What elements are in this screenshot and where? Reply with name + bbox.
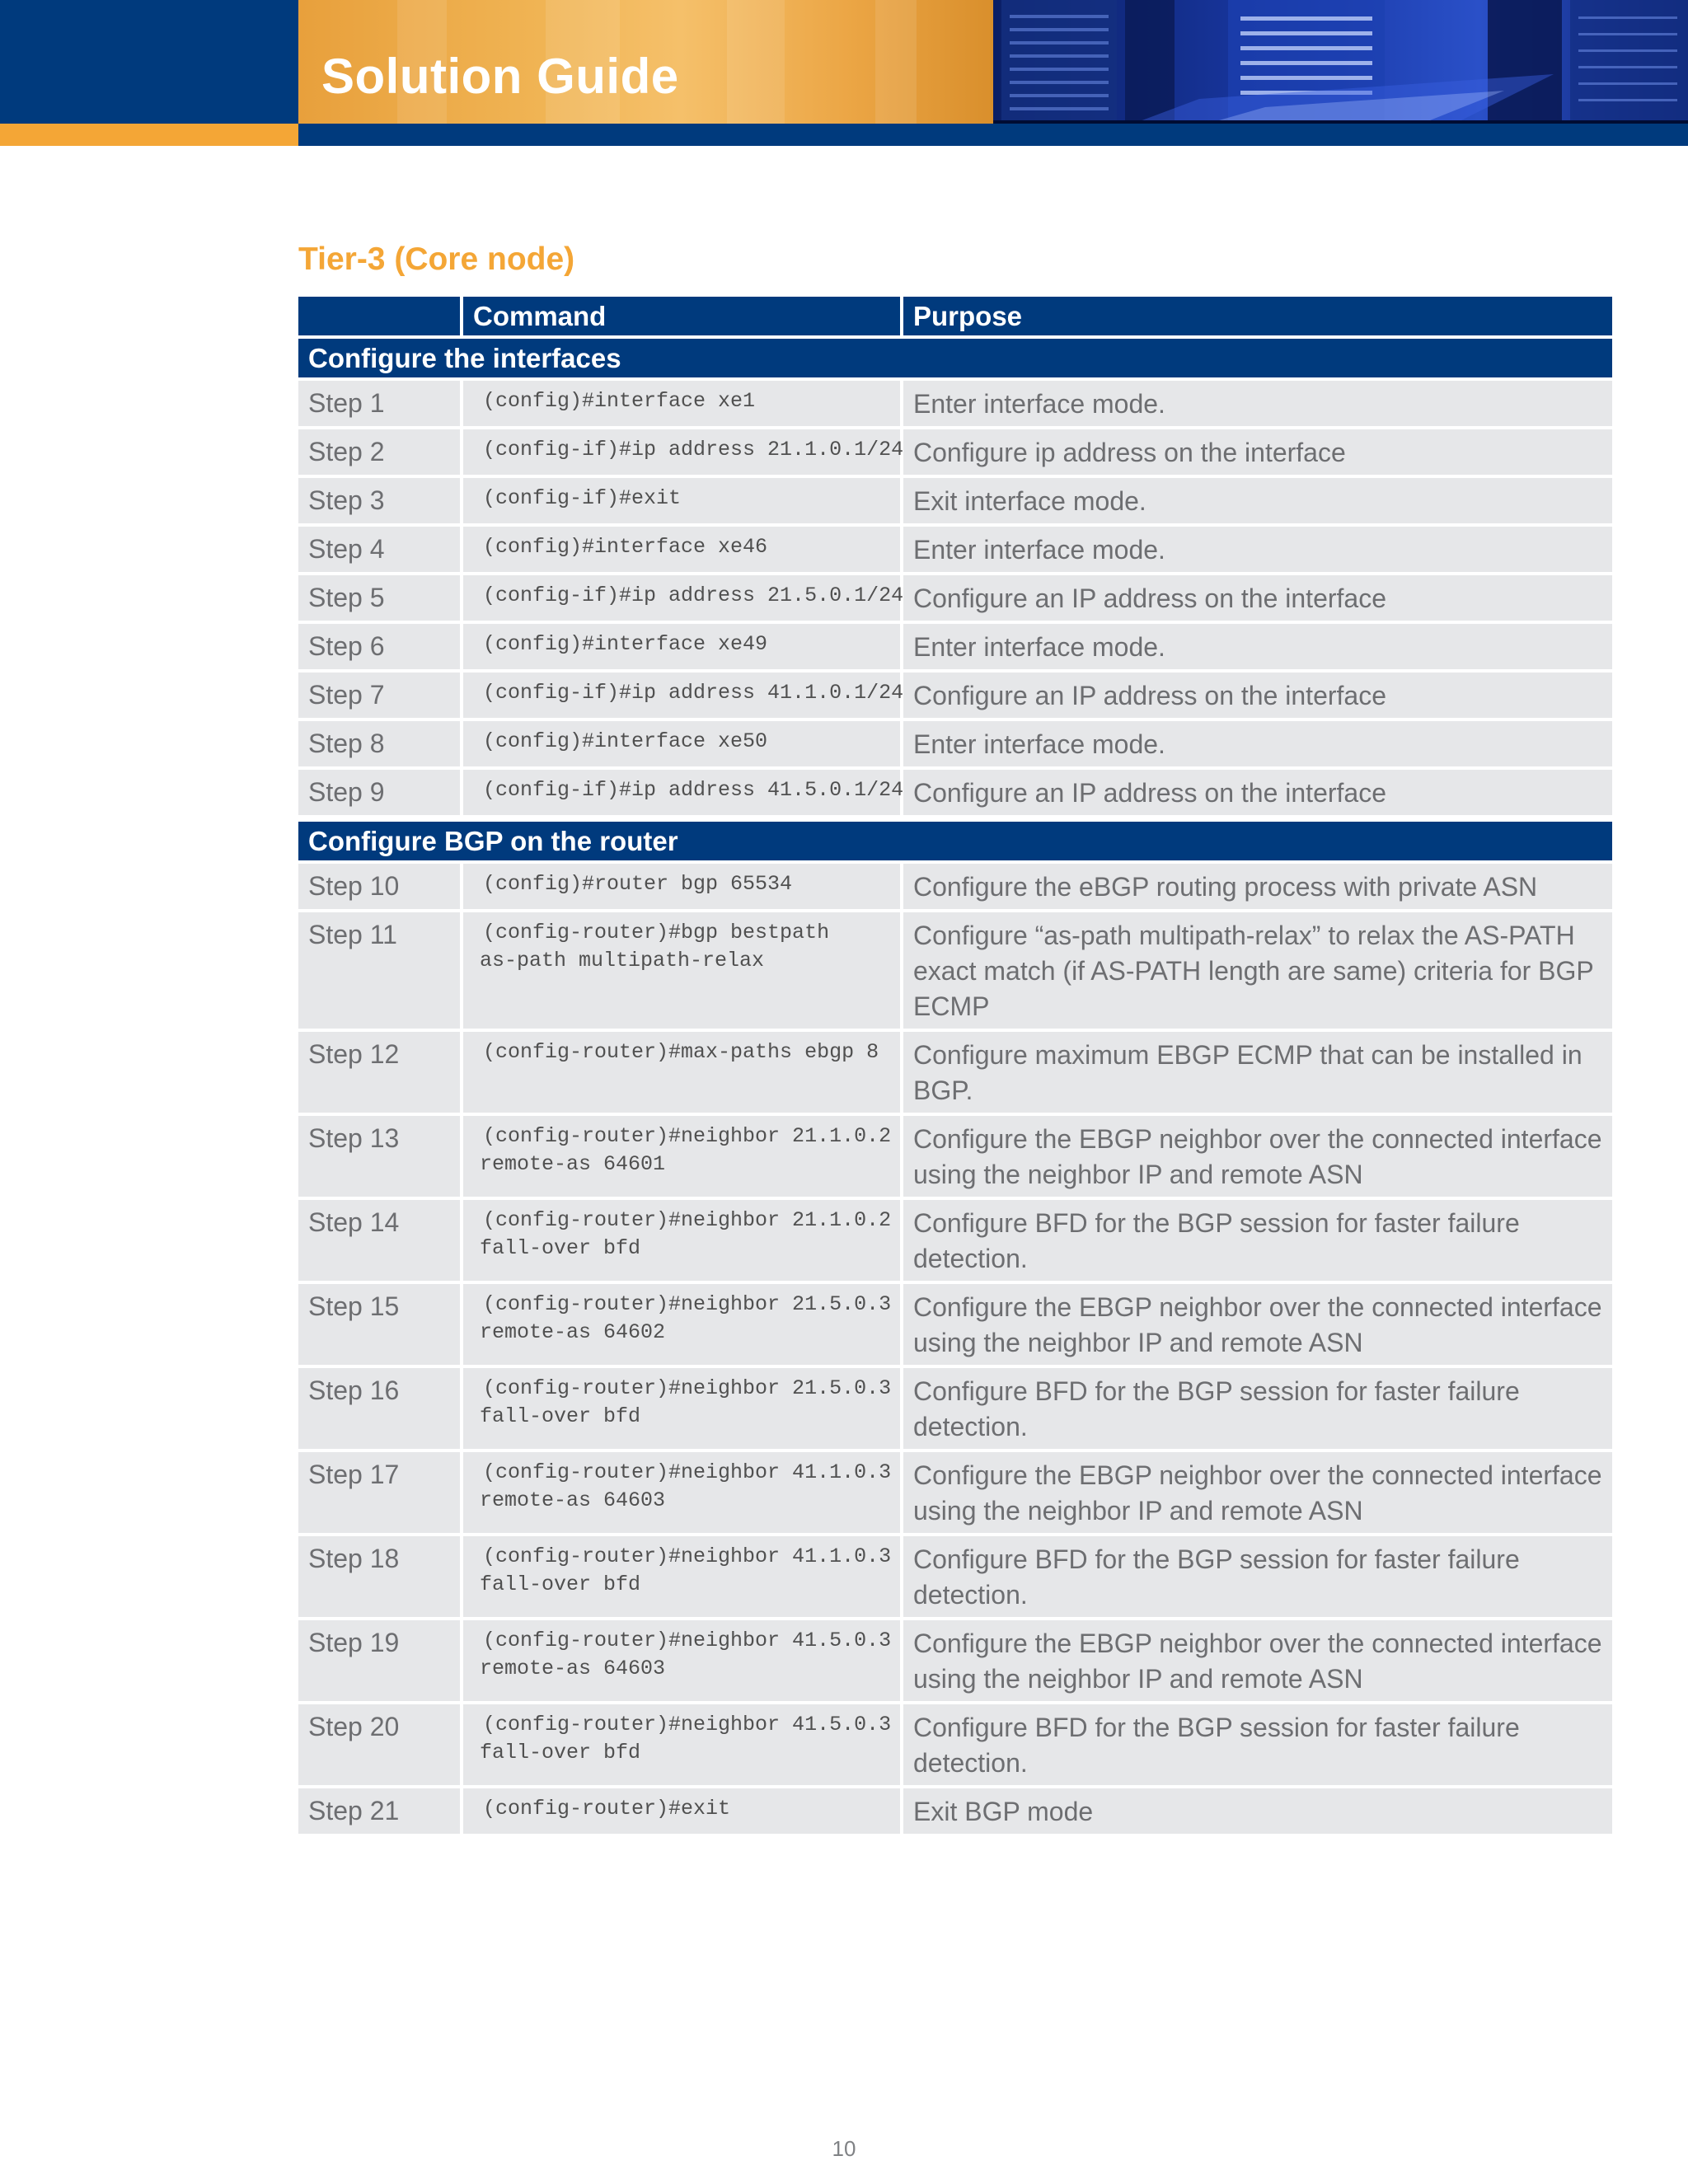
table-row xyxy=(298,1788,1612,1834)
purpose-cell: Enter interface mode. xyxy=(903,381,1612,426)
command-line: (config)#interface xe1 xyxy=(483,389,756,413)
command-cell xyxy=(463,527,900,572)
page-number: 10 xyxy=(832,2136,856,2161)
command-cell xyxy=(463,478,900,523)
purpose-cell: Configure the EBGP neighbor over the connected interface using the neighbor IP and remote ASN xyxy=(903,1284,1612,1365)
command-cell xyxy=(463,1200,900,1281)
command-line: (config-router)#bgp bestpath xyxy=(483,921,830,944)
purpose-cell: Configure BFD for the BGP session for faster failure detection. xyxy=(903,1536,1612,1617)
command-line: (config-router)#exit xyxy=(483,1797,731,1821)
configuration-table xyxy=(295,293,1615,1837)
command-line: (config-router)#neighbor 21.1.0.2 xyxy=(483,1124,892,1148)
purpose-cell: Configure maximum EBGP ECMP that can be installed in BGP. xyxy=(903,1032,1612,1113)
command-line: (config-if)#exit xyxy=(483,486,682,510)
command-line: (config-router)#neighbor 21.5.0.3 xyxy=(483,1376,892,1400)
document-title: Solution Guide xyxy=(321,49,679,104)
step-cell: Step 1 xyxy=(298,381,460,426)
command-line: (config-if)#ip address 21.1.0.1/24 xyxy=(483,438,904,462)
command-line: (config)#interface xe50 xyxy=(483,729,768,753)
command-line: (config-router)#neighbor 21.5.0.3 xyxy=(483,1292,892,1316)
purpose-cell: Configure ip address on the interface xyxy=(903,429,1612,475)
step-cell: Step 10 xyxy=(298,864,460,909)
table-row xyxy=(298,624,1612,669)
command-cell xyxy=(463,1116,900,1197)
header-datacenter-image xyxy=(993,0,1688,124)
interfaces-group xyxy=(298,339,1612,815)
table-row xyxy=(298,864,1612,909)
table-row xyxy=(298,478,1612,523)
step-cell: Step 20 xyxy=(298,1704,460,1785)
step-cell: Step 19 xyxy=(298,1620,460,1701)
purpose-cell: Enter interface mode. xyxy=(903,721,1612,766)
purpose-cell: Configure an IP address on the interface xyxy=(903,770,1612,815)
table-row xyxy=(298,1536,1612,1617)
step-cell: Step 17 xyxy=(298,1452,460,1533)
command-line: (config-router)#neighbor 41.1.0.3 xyxy=(483,1460,892,1484)
column-header-command: Command xyxy=(463,297,900,335)
purpose-cell: Enter interface mode. xyxy=(903,624,1612,669)
command-cell xyxy=(463,1284,900,1365)
purpose-cell: Enter interface mode. xyxy=(903,527,1612,572)
step-cell: Step 6 xyxy=(298,624,460,669)
command-line: fall-over bfd xyxy=(480,1236,641,1260)
step-cell: Step 7 xyxy=(298,673,460,718)
step-cell: Step 11 xyxy=(298,912,460,1029)
command-line: fall-over bfd xyxy=(480,1404,641,1428)
purpose-cell: Configure the EBGP neighbor over the connected interface using the neighbor IP and remote ASN xyxy=(903,1116,1612,1197)
table-row xyxy=(298,1620,1612,1701)
command-cell xyxy=(463,1032,900,1113)
header-decor-stripe xyxy=(875,0,917,124)
step-cell: Step 5 xyxy=(298,575,460,621)
table-row xyxy=(298,1704,1612,1785)
command-line: remote-as 64601 xyxy=(480,1152,666,1176)
header-orange-accent xyxy=(0,124,298,146)
command-cell xyxy=(463,1452,900,1533)
table-row xyxy=(298,1116,1612,1197)
group-title: Configure BGP on the router xyxy=(298,822,1612,860)
step-cell: Step 12 xyxy=(298,1032,460,1113)
step-cell: Step 9 xyxy=(298,770,460,815)
table-row xyxy=(298,1284,1612,1365)
column-header-purpose: Purpose xyxy=(903,297,1612,335)
command-cell xyxy=(463,624,900,669)
command-line: fall-over bfd xyxy=(480,1741,641,1765)
group-header-row xyxy=(298,822,1612,860)
step-cell: Step 14 xyxy=(298,1200,460,1281)
table-row xyxy=(298,1200,1612,1281)
server-racks-illustration xyxy=(993,0,1688,124)
step-cell: Step 2 xyxy=(298,429,460,475)
command-cell xyxy=(463,575,904,621)
command-line: (config-if)#ip address 41.5.0.1/24 xyxy=(483,778,904,802)
step-cell: Step 21 xyxy=(298,1788,460,1834)
purpose-cell: Configure the eBGP routing process with private ASN xyxy=(903,864,1612,909)
group-title: Configure the interfaces xyxy=(298,339,1612,377)
command-line: (config-router)#neighbor 41.5.0.3 xyxy=(483,1629,892,1652)
table-row xyxy=(298,429,1612,475)
table-row xyxy=(298,1452,1612,1533)
command-line: (config-router)#neighbor 41.1.0.3 xyxy=(483,1544,892,1568)
command-line: (config-router)#neighbor 21.1.0.2 xyxy=(483,1208,892,1232)
command-cell xyxy=(463,1536,900,1617)
command-line: (config-router)#max-paths ebgp 8 xyxy=(483,1040,879,1064)
table-header-row xyxy=(298,297,1612,335)
step-cell: Step 3 xyxy=(298,478,460,523)
command-cell xyxy=(463,1620,900,1701)
step-cell: Step 4 xyxy=(298,527,460,572)
command-cell xyxy=(463,864,900,909)
table-row xyxy=(298,1368,1612,1449)
command-cell xyxy=(463,1704,900,1785)
purpose-cell: Configure BFD for the BGP session for faster failure detection. xyxy=(903,1368,1612,1449)
purpose-cell: Configure an IP address on the interface xyxy=(903,575,1612,621)
step-cell: Step 13 xyxy=(298,1116,460,1197)
table-row xyxy=(298,1032,1612,1113)
purpose-cell: Configure “as-path multipath-relax” to relax the AS-PATH exact match (if AS-PATH length are same) criteria for BGP ECMP xyxy=(903,912,1612,1029)
command-cell xyxy=(463,381,900,426)
command-line: remote-as 64603 xyxy=(480,1488,666,1512)
table-row xyxy=(298,770,1612,815)
table-row xyxy=(298,912,1612,1029)
table-row xyxy=(298,721,1612,766)
command-line: (config)#interface xe49 xyxy=(483,632,768,656)
command-cell xyxy=(463,912,900,1029)
command-line: remote-as 64603 xyxy=(480,1657,666,1680)
purpose-cell: Configure BFD for the BGP session for faster failure detection. xyxy=(903,1704,1612,1785)
command-line: remote-as 64602 xyxy=(480,1320,666,1344)
command-cell xyxy=(463,721,900,766)
command-cell xyxy=(463,673,904,718)
header-blue-block xyxy=(0,0,298,124)
section-title: Tier-3 (Core node) xyxy=(298,241,575,277)
bgp-group xyxy=(298,822,1612,1834)
purpose-cell: Configure the EBGP neighbor over the connected interface using the neighbor IP and remote ASN xyxy=(903,1452,1612,1533)
step-cell: Step 15 xyxy=(298,1284,460,1365)
command-line: (config)#interface xe46 xyxy=(483,535,768,559)
table-row xyxy=(298,381,1612,426)
purpose-cell: Configure BFD for the BGP session for faster failure detection. xyxy=(903,1200,1612,1281)
purpose-cell: Exit interface mode. xyxy=(903,478,1612,523)
header-blue-band xyxy=(298,124,1688,146)
table-row xyxy=(298,527,1612,572)
table-row xyxy=(298,575,1612,621)
command-cell xyxy=(463,1788,900,1834)
purpose-cell: Configure the EBGP neighbor over the connected interface using the neighbor IP and remote ASN xyxy=(903,1620,1612,1701)
command-line: fall-over bfd xyxy=(480,1572,641,1596)
command-line: (config-router)#neighbor 41.5.0.3 xyxy=(483,1713,892,1736)
command-cell xyxy=(463,1368,900,1449)
step-cell: Step 18 xyxy=(298,1536,460,1617)
column-header-step xyxy=(298,297,460,335)
group-header-row xyxy=(298,339,1612,377)
command-line: (config-if)#ip address 41.1.0.1/24 xyxy=(483,681,904,705)
purpose-cell: Configure an IP address on the interface xyxy=(903,673,1612,718)
command-line: (config-if)#ip address 21.5.0.1/24 xyxy=(483,583,904,607)
step-cell: Step 8 xyxy=(298,721,460,766)
command-cell xyxy=(463,429,904,475)
command-line: as-path multipath-relax xyxy=(480,949,765,972)
header-title-panel xyxy=(298,0,993,124)
command-line: (config)#router bgp 65534 xyxy=(483,872,793,896)
step-cell: Step 16 xyxy=(298,1368,460,1449)
command-cell xyxy=(463,770,904,815)
purpose-cell: Exit BGP mode xyxy=(903,1788,1612,1834)
header-decor-stripe xyxy=(727,0,785,124)
table-row xyxy=(298,673,1612,718)
